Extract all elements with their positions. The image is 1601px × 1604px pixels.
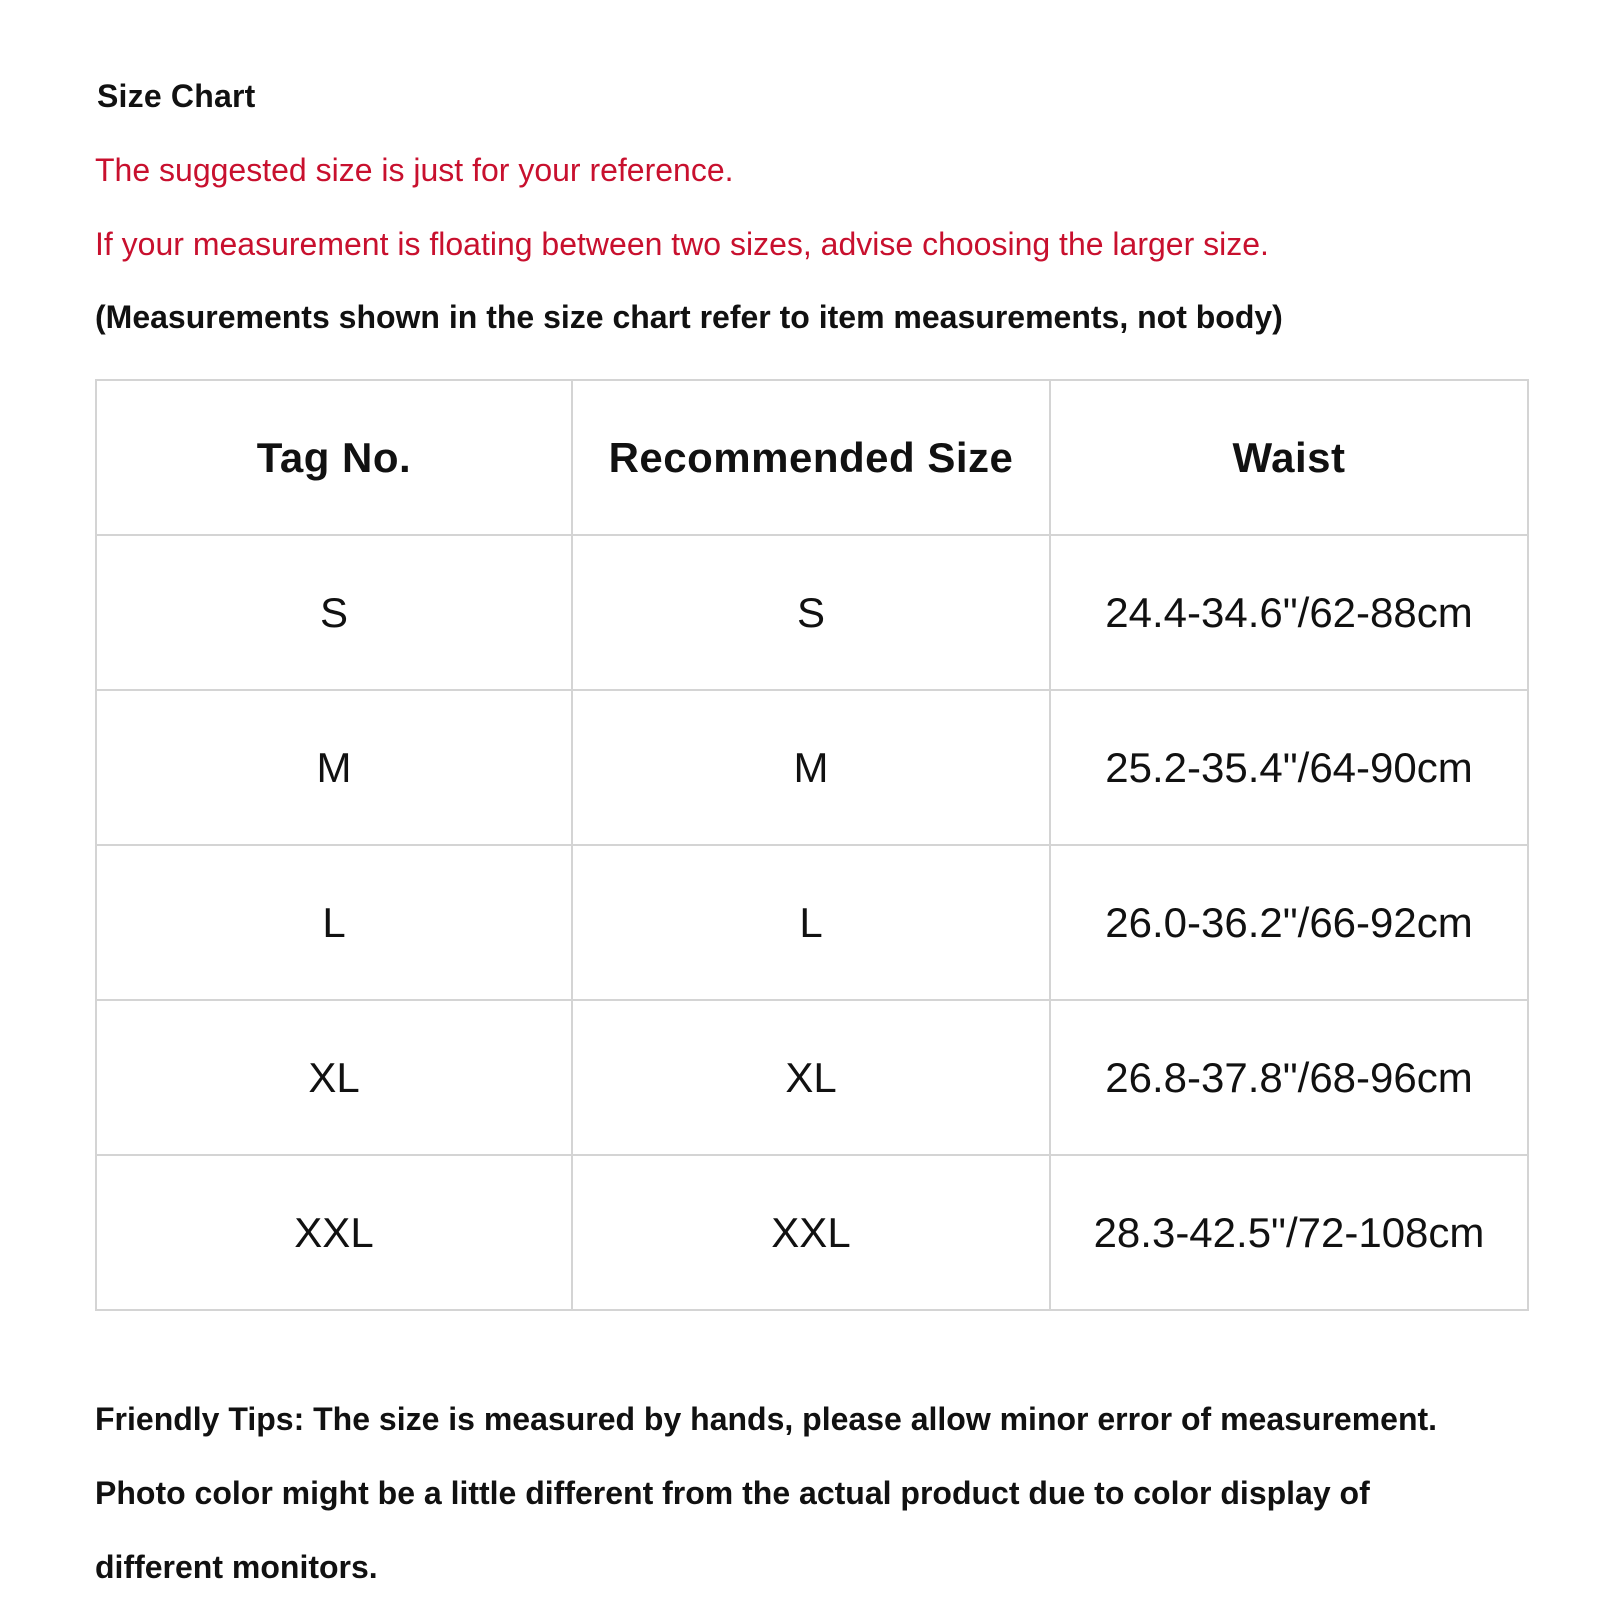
- cell-waist: 26.0-36.2"/66-92cm: [1050, 845, 1528, 1000]
- table-row: [96, 1155, 1528, 1310]
- reference-note: The suggested size is just for your reference.: [95, 152, 734, 188]
- table-row: [96, 845, 1528, 1000]
- cell-tag-no: L: [96, 845, 572, 1000]
- header-recommended-size: Recommended Size: [572, 380, 1050, 535]
- cell-tag-no: S: [96, 535, 572, 690]
- table-row: [96, 535, 1528, 690]
- table-row: [96, 690, 1528, 845]
- cell-waist: 24.4-34.6"/62-88cm: [1050, 535, 1528, 690]
- friendly-tips: [95, 1382, 1565, 1604]
- cell-recommended-size: M: [572, 690, 1050, 845]
- cell-tag-no: XL: [96, 1000, 572, 1155]
- size-table: [95, 379, 1529, 1311]
- cell-tag-no: XXL: [96, 1155, 572, 1310]
- cell-tag-no: M: [96, 690, 572, 845]
- tips-line-1: Friendly Tips: The size is measured by hands, please allow minor error of measurement.: [95, 1401, 1438, 1437]
- header-tag-no: Tag No.: [96, 380, 572, 535]
- larger-size-advice: If your measurement is floating between two sizes, advise choosing the larger size.: [95, 226, 1269, 262]
- cell-waist: 25.2-35.4"/64-90cm: [1050, 690, 1528, 845]
- cell-recommended-size: S: [572, 535, 1050, 690]
- cell-waist: 28.3-42.5"/72-108cm: [1050, 1155, 1528, 1310]
- cell-recommended-size: L: [572, 845, 1050, 1000]
- cell-waist: 26.8-37.8"/68-96cm: [1050, 1000, 1528, 1155]
- cell-recommended-size: XXL: [572, 1155, 1050, 1310]
- cell-recommended-size: XL: [572, 1000, 1050, 1155]
- header-waist: Waist: [1050, 380, 1528, 535]
- table-header-row: [96, 380, 1528, 535]
- tips-line-3: different monitors.: [95, 1549, 378, 1585]
- table-row: [96, 1000, 1528, 1155]
- page-title: Size Chart: [97, 78, 256, 114]
- tips-line-2: Photo color might be a little different from the actual product due to color display of: [95, 1475, 1370, 1511]
- measurement-note: (Measurements shown in the size chart refer to item measurements, not body): [95, 299, 1283, 335]
